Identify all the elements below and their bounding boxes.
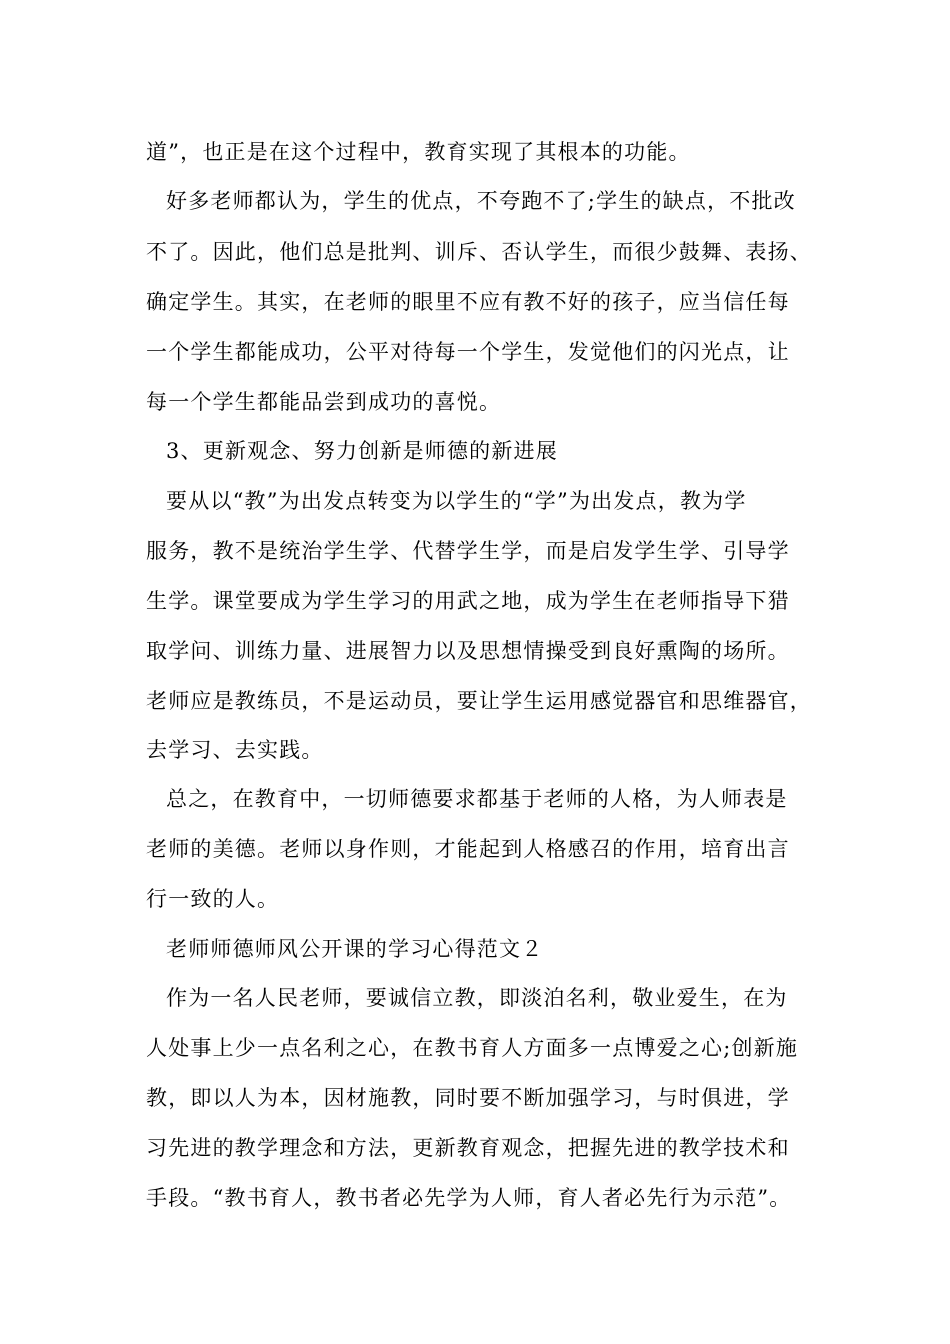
paragraph-start-line: 要从以“教”为出发点转变为以学生的“学”为出发点，教为学: [166, 489, 747, 513]
text-line: 不了。因此，他们总是批判、训斥、否认学生，而很少鼓舞、表扬、: [146, 240, 812, 264]
paragraph-start-line: 好多老师都认为，学生的优点，不夸跑不了;学生的缺点，不批改: [166, 189, 796, 213]
text-line: 确定学生。其实，在老师的眼里不应有教不好的孩子，应当信任每: [146, 290, 790, 314]
text-line: 生学。课堂要成为学生学习的用武之地，成为学生在老师指导下猎: [146, 589, 790, 613]
paragraph-start-line: 总之，在教育中，一切师德要求都基于老师的人格，为人师表是: [166, 787, 788, 811]
text-line: 老师应是教练员，不是运动员，要让学生运用感觉器官和思维器官，: [146, 689, 812, 713]
text-line: 行一致的人。: [146, 887, 280, 911]
text-line: 习先进的教学理念和方法，更新教育观念，把握先进的教学技术和: [146, 1136, 790, 1160]
text-line: 服务，教不是统治学生学、代替学生学，而是启发学生学、引导学: [146, 539, 790, 563]
text-line: 一个学生都能成功，公平对待每一个学生，发觉他们的闪光点，让: [146, 340, 790, 364]
text-line: 教，即以人为本，因材施教，同时要不断加强学习，与时俱进，学: [146, 1086, 790, 1110]
text-line: 去学习、去实践。: [146, 738, 324, 762]
text-line: 每一个学生都能品尝到成功的喜悦。: [146, 390, 502, 414]
text-line: 道”，也正是在这个过程中，教育实现了其根本的功能。: [146, 140, 691, 164]
article-title: 老师师德师风公开课的学习心得范文２: [166, 937, 544, 961]
text-line: 人处事上少一点名利之心，在教书育人方面多一点博爱之心;创新施: [146, 1036, 799, 1060]
text-line: 手段。“教书育人，教书者必先学为人师，育人者必先行为示范”。: [146, 1186, 792, 1210]
section-heading: 3、更新观念、努力创新是师德的新进展: [166, 439, 558, 463]
paragraph-start-line: 作为一名人民老师，要诚信立教，即淡泊名利，敬业爱生，在为: [166, 986, 788, 1010]
text-line: 老师的美德。老师以身作则，才能起到人格感召的作用，培育出言: [146, 837, 790, 861]
text-line: 取学问、训练力量、进展智力以及思想情操受到良好熏陶的场所。: [146, 639, 790, 663]
